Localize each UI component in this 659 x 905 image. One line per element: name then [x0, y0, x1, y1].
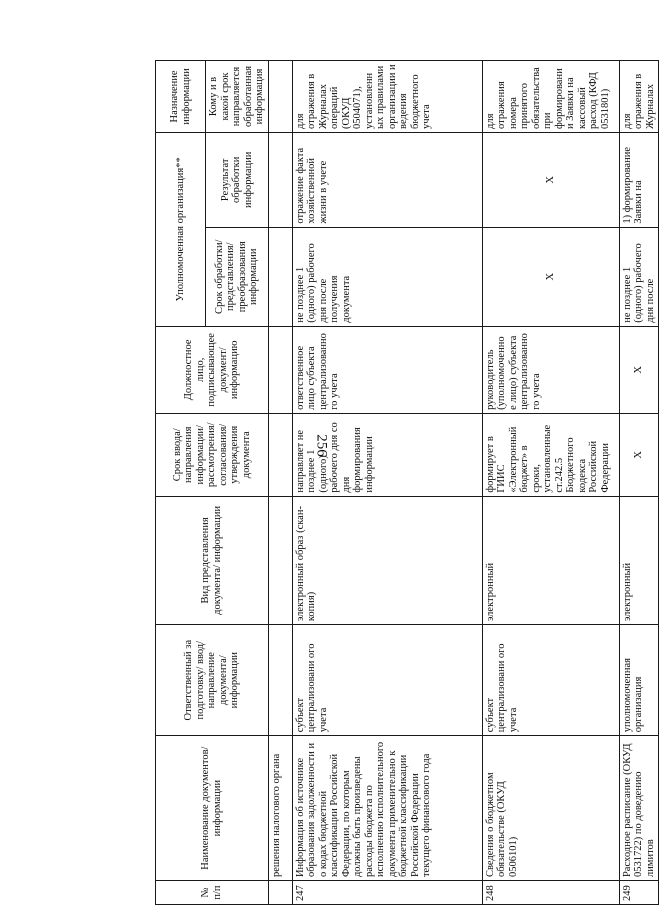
cell-num: 247: [292, 881, 482, 905]
header-num: № п/п: [156, 881, 269, 905]
cell-processing-deadline: не позднее 1 (одного) рабочего дня после получения документа: [292, 227, 482, 326]
cell-processing-result: X: [482, 132, 619, 227]
cell-deadline: X: [619, 413, 659, 496]
cell-form: электронный образ (скан-копия): [292, 496, 482, 625]
cell-processing-result: [268, 132, 292, 227]
cell-deadline: направляет не позднее 1 (одного) рабочего дня со дня формирования информации: [292, 413, 482, 496]
rotated-table-wrapper: [155, 60, 656, 905]
header-official: Должностное лицо, подписывающее документ/ информацию: [156, 326, 269, 413]
header-responsible: Ответственный за подготовку/ ввод/ направление документа/ информации: [156, 625, 269, 736]
cell-responsible: [268, 625, 292, 736]
document-register-table: [155, 60, 659, 905]
cell-name: Информация об источнике образования задолженности и о кодах бюджетной классификации Российской Федерации, по которым должны быть произведены расходы бюджета по исполнению исполнительного документа применительно к бюджетной классификации Российской Федерации текущего финансового года: [292, 736, 482, 881]
cell-name: решения налогового органа: [268, 736, 292, 881]
header-processing-result: Результат обработки информации: [206, 132, 269, 227]
table-row: [619, 61, 659, 905]
header-purpose: Назначение информации: [156, 61, 206, 133]
header-recipient: Кому и в какой срок направляется обработанная информация: [206, 61, 269, 133]
cell-purpose: для отражения в Журналах операций (ОКУД 0504071), установленн ых правилами организации и ведения бюджетного учета: [292, 61, 482, 133]
header-row-1: [156, 61, 206, 905]
table-row: [482, 61, 619, 905]
cell-deadline: [268, 413, 292, 496]
cell-form: электронный: [482, 496, 619, 625]
cell-form: электронный: [619, 496, 659, 625]
header-deadline: Срок ввода/ направления информации/ рассмотрения/ согласования/ утверждения документа: [156, 413, 269, 496]
header-processing-deadline: Срок обработки/ представления/ преобразования информации: [206, 227, 269, 326]
cell-responsible: субъект централизовани ого учета: [292, 625, 482, 736]
cell-purpose: для отражения номера принятого обязательства при формировани и Заявки на кассовый расход (КФД 0531801): [482, 61, 619, 133]
cell-official: ответственное лицо субъекта централизованно го учета: [292, 326, 482, 413]
table-row: [268, 61, 292, 905]
cell-name: Расходное расписание (ОКУД 0531722) по доведению лимитов: [619, 736, 659, 881]
header-authorized-org: Уполномоченная организация**: [156, 132, 206, 326]
cell-official: X: [619, 326, 659, 413]
cell-responsible: уполномоченная организация: [619, 625, 659, 736]
cell-processing-deadline: не позднее 1 (одного) рабочего дня после: [619, 227, 659, 326]
cell-num: 248: [482, 881, 619, 905]
cell-official: [268, 326, 292, 413]
page-number: 256: [313, 434, 330, 457]
cell-num: [268, 881, 292, 905]
header-form: Вид представления документа/ информации: [156, 496, 269, 625]
cell-official: руководитель (уполномоченно е лицо) субъекта централизованно го учета: [482, 326, 619, 413]
cell-processing-deadline: X: [482, 227, 619, 326]
cell-deadline: формирует в ГИИС «Электронный бюджет» в сроки, установленные ст.242.5 Бюджетного кодекса Российской Федерации: [482, 413, 619, 496]
header-name: Наименование документов/информации: [156, 736, 269, 881]
cell-num: 249: [619, 881, 659, 905]
cell-purpose: [268, 61, 292, 133]
cell-responsible: субъект централизовани ого учета: [482, 625, 619, 736]
cell-processing-result: 1) формирование Заявки на: [619, 132, 659, 227]
cell-processing-deadline: [268, 227, 292, 326]
cell-name: Сведения о бюджетном обязательстве (ОКУД 0506101): [482, 736, 619, 881]
table-row: [292, 61, 482, 905]
cell-purpose: для отражения в Журналах: [619, 61, 659, 133]
cell-form: [268, 496, 292, 625]
cell-processing-result: отражение факта хозяйственной жизни в учете: [292, 132, 482, 227]
